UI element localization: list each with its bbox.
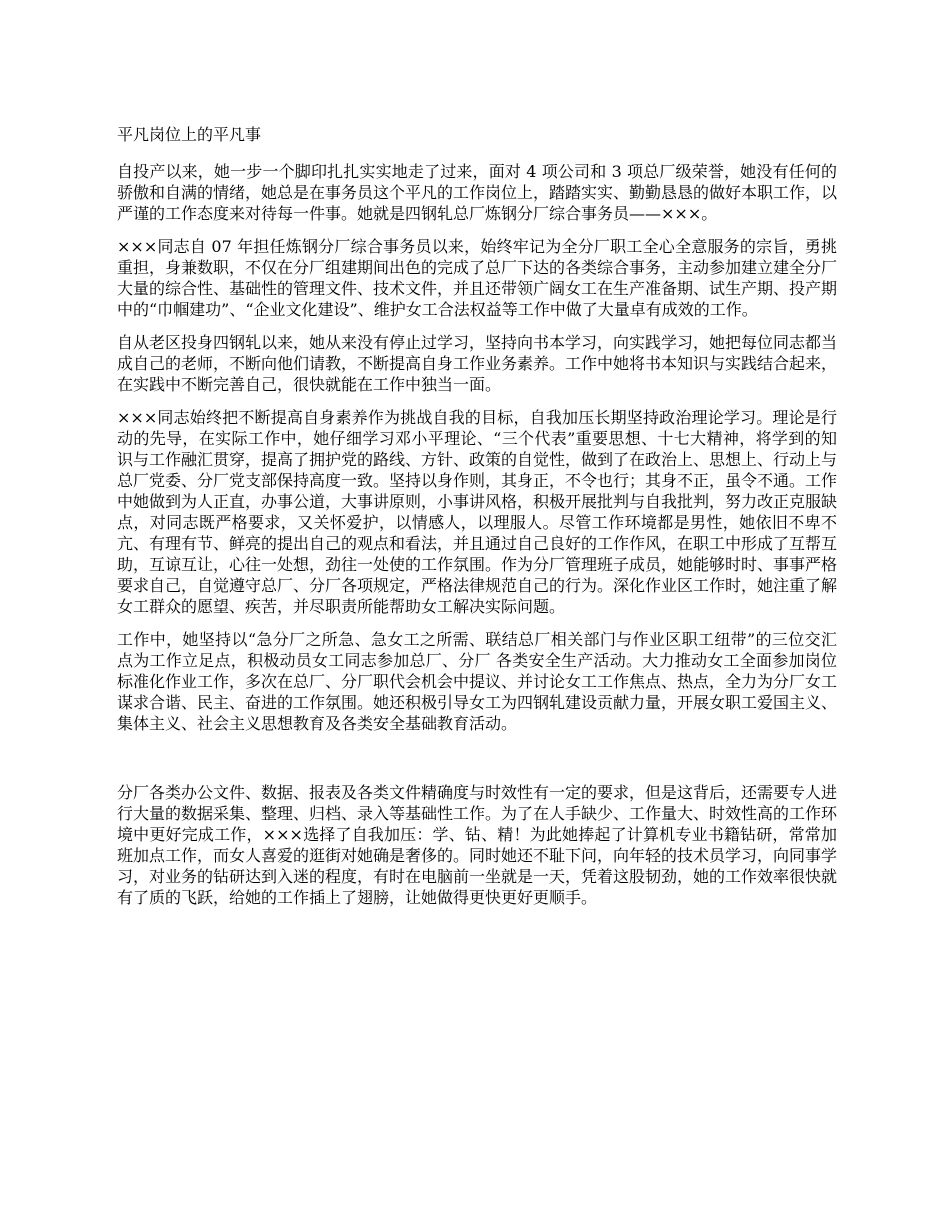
document-page: [117, 124, 837, 920]
document-title: 平凡岗位上的平凡事: [117, 125, 262, 144]
paragraph-1: 自投产以来，她一步一个脚印扎扎实实地走了过来，面对 4 项公司和 3 项总厂级荣誉，她没有任何的骄傲和自满的情绪，她总是在事务员这个平凡的工作岗位上，踏踏实实、勤勤恳恳的做好本职工作，以严谨的工作态度来对待每一件事。她就是四钢轧总厂炼钢分厂综合事务员——×××。: [117, 162, 838, 223]
paragraph-3: 自从老区投身四钢轧以来，她从来没有停止过学习，坚持向书本学习，向实践学习，她把每位同志都当成自己的老师，不断向他们请教，不断提高自身工作业务素养。工作中她将书本知识与实践结合起来，在实践中不断完善自己，很快就能在工作中独当一面。: [117, 333, 838, 394]
paragraph-5: 工作中，她坚持以“急分厂之所急、急女工之所需、联结总厂相关部门与作业区职工纽带”的三位交汇点为工作立足点，积极动员女工同志参加总厂、分厂 各类安全生产活动。大力推动女工全面参加岗位标准化作业工作，多次在总厂、分厂职代会机会中提议、并讨论女工工作焦点、热点，全力为分厂女工谋求合谐、民主、奋进的工作氛围。她还积极引导女工为四钢轧建设贡献力量，开展女职工爱国主义、集体主义、社会主义思想教育及各类安全基础教育活动。: [117, 630, 838, 733]
paragraph-4: ×××同志始终把不断提高自身素养作为挑战自我的目标，自我加压长期坚持政治理论学习。理论是行动的先导，在实际工作中，她仔细学习邓小平理论、“三个代表”重要思想、十七大精神，将学到的知识与工作融汇贯穿，提高了拥护党的路线、方针、政策的自觉性，做到了在政治上、思想上、行动上与总厂党委、分厂党支部保持高度一致。坚持以身作则，其身正，不令也行；其身不正，虽令不通。工作中她做到为人正直，办事公道，大事讲原则，小事讲风格，积极开展批判与自我批判，努力改正克服缺点，对同志既严格要求，又关怀爱护，以情感人，以理服人。尽管工作环境都是男性，她依旧不卑不亢、有理有节、鲜亮的提出自己的观点和看法，并且通过自己良好的工作作风，在职工中形成了互帮互助，互谅互让，心往一处想，劲往一处使的工作氛围。作为分厂管理班子成员，她能够时时、事事严格要求自己，自觉遵守总厂、分厂各项规定，严格法律规范自己的行为。深化作业区工作时，她注重了解女工群众的愿望、疾苦，并尽职责所能帮助女工解决实际问题。: [117, 408, 838, 616]
paragraph-2: ×××同志自 07 年担任炼钢分厂综合事务员以来，始终牢记为全分厂职工全心全意服务的宗旨，勇挑重担，身兼数职，不仅在分厂组建期间出色的完成了总厂下达的各类综合事务，主动参加建立建全分厂大量的综合性、基础性的管理文件、技术文件，并且还带领广阔女工在生产准备期、试生产期、投产期中的“巾帼建功”、“企业文化建设”、维护女工合法权益等工作中做了大量卓有成效的工作。: [117, 237, 838, 319]
paragraph-6: 分厂各类办公文件、数据、报表及各类文件精确度与时效性有一定的要求，但是这背后，还需要专人进行大量的数据采集、整理、归档、录入等基础性工作。为了在人手缺少、工作量大、时效性高的工作环境中更好完成工作，×××选择了自我加压：学、钻、精！为此她捧起了计算机专业书籍钻研，常常加班加点工作，而女人喜爱的逛街对她确是奢侈的。同时她还不耻下问，向年轻的技术员学习，向同事学习，对业务的钻研达到入迷的程度，有时在电脑前一坐就是一天，凭着这股韧劲，她的工作效率很快就有了质的飞跃，给她的工作插上了翅膀，让她做得更快更好更顺手。: [117, 783, 838, 907]
